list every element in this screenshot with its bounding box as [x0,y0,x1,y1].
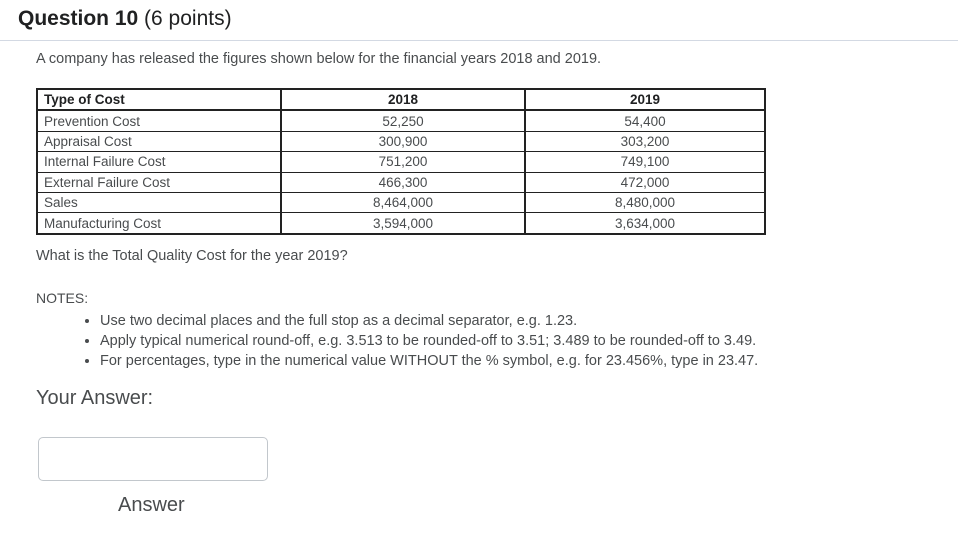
cost-type-cell: Internal Failure Cost [37,152,281,172]
header-2018: 2018 [281,89,525,110]
answer-label: Answer [118,494,185,516]
question-header [0,0,958,41]
table-row [37,131,765,151]
value-2019-cell: 8,480,000 [525,192,765,212]
value-2018-cell: 3,594,000 [281,213,525,234]
table-header-row [37,89,765,110]
question-intro: A company has released the figures shown below for the financial years 2018 and 2019. [36,51,602,67]
question-points: (6 points) [144,7,232,30]
question-title [18,7,232,31]
notes-list [82,311,758,371]
value-2018-cell: 52,250 [281,110,525,131]
table-row [37,172,765,192]
note-item: • For percentages, type in the numerical value WITHOUT the % symbol, e.g. for 23.456%, type in 23.47. [100,351,758,371]
table-row [37,110,765,131]
cost-type-cell: Sales [37,192,281,212]
note-item: • Use two decimal places and the full stop as a decimal separator, e.g. 1.23. [100,311,758,331]
cost-type-cell: External Failure Cost [37,172,281,192]
value-2018-cell: 466,300 [281,172,525,192]
value-2018-cell: 751,200 [281,152,525,172]
cost-table [36,88,766,235]
table-row [37,152,765,172]
value-2019-cell: 472,000 [525,172,765,192]
notes-label: NOTES: [36,290,89,306]
question-number: Question 10 [18,7,139,30]
cost-type-cell: Appraisal Cost [37,131,281,151]
value-2019-cell: 3,634,000 [525,213,765,234]
your-answer-heading: Your Answer: [36,387,154,409]
question-prompt: What is the Total Quality Cost for the year 2019? [36,248,348,264]
note-item: • Apply typical numerical round-off, e.g. 3.513 to be rounded-off to 3.51; 3.489 to be rounded-off to 3.49. [100,331,758,351]
table-row [37,192,765,212]
header-type-of-cost: Type of Cost [37,89,281,110]
cost-type-cell: Manufacturing Cost [37,213,281,234]
value-2019-cell: 303,200 [525,131,765,151]
value-2018-cell: 8,464,000 [281,192,525,212]
header-2019: 2019 [525,89,765,110]
cost-type-cell: Prevention Cost [37,110,281,131]
value-2018-cell: 300,900 [281,131,525,151]
value-2019-cell: 54,400 [525,110,765,131]
table-row [37,213,765,234]
value-2019-cell: 749,100 [525,152,765,172]
answer-input[interactable] [38,437,268,481]
